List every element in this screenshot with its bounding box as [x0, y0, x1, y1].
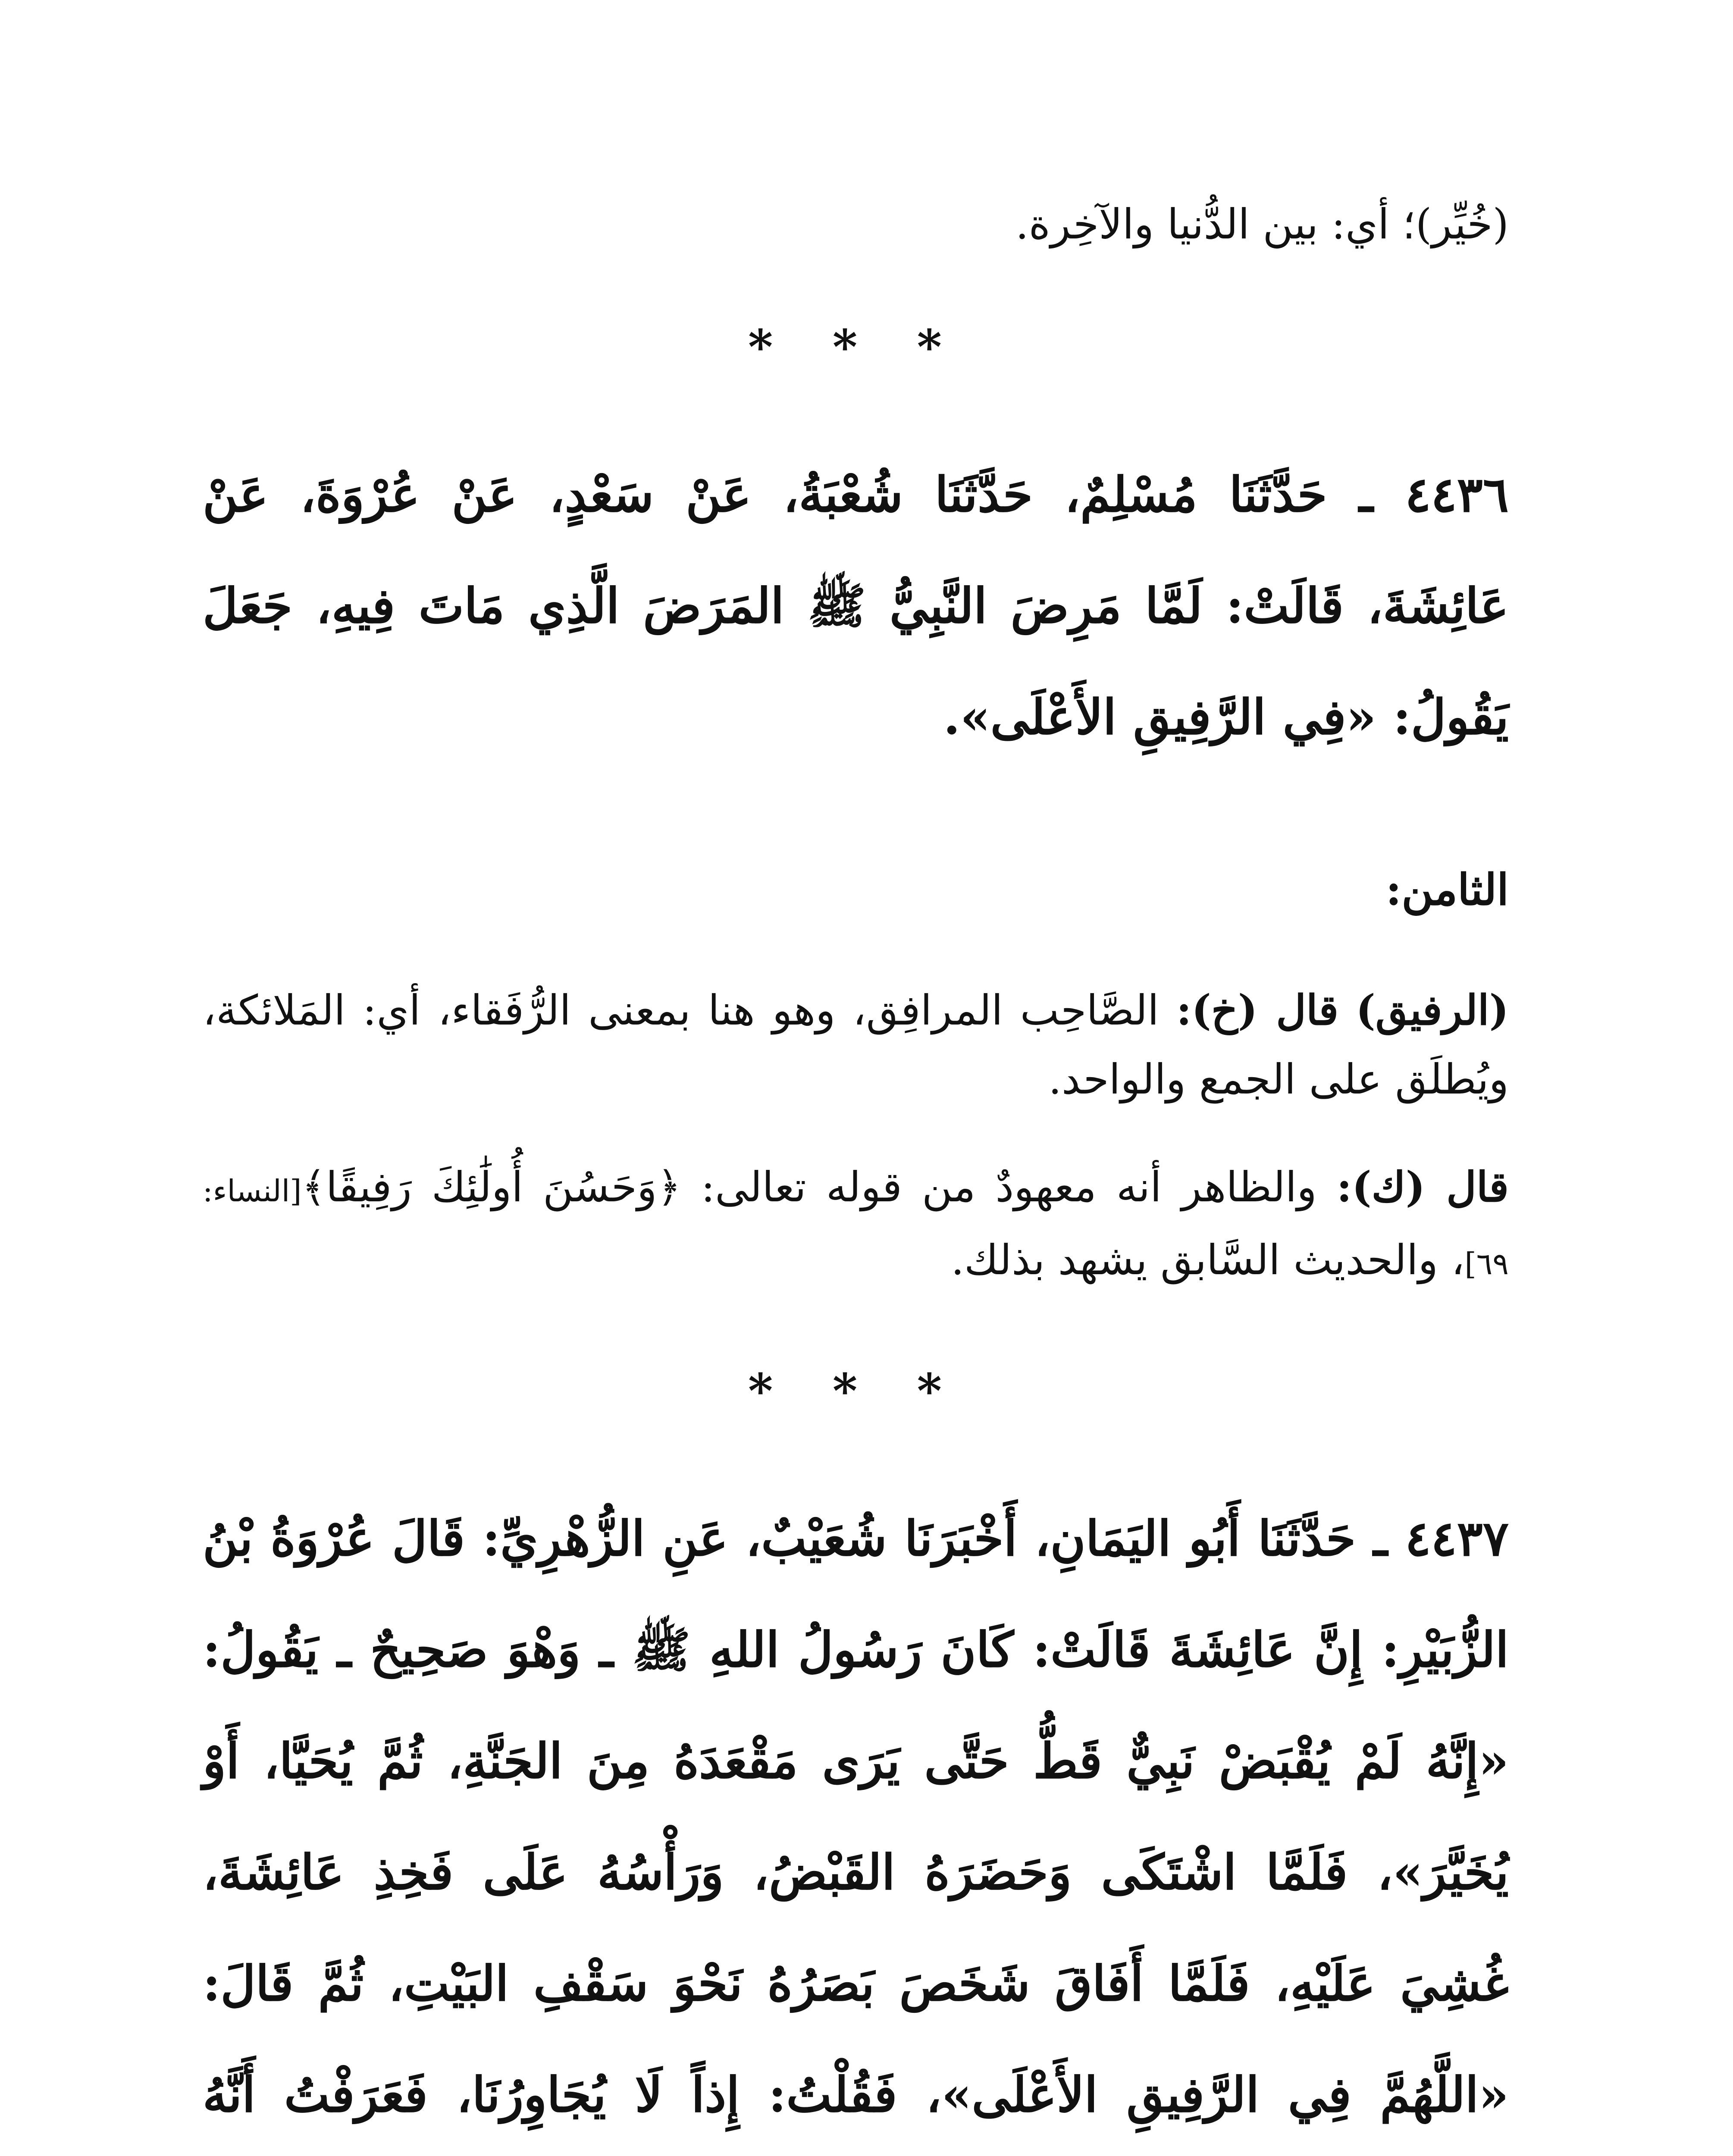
hadith-4437: ٤٤٣٧ ـ حَدَّثَنَا أَبُو اليَمَانِ، أَخْبَرَنَا شُعَيْبٌ، عَنِ الزُّهْرِيِّ: قَالَ عُرْوَةُ بْنُ الزُّبَيْرِ: إِنَّ عَائِشَةَ قَالَتْ: كَانَ رَسُولُ اللهِ ﷺ ـ وَهْوَ صَحِيحٌ ـ يَقُولُ: «إِنَّهُ لَمْ يُقْبَضْ نَبِيٌّ قَطُّ حَتَّى يَرَى مَقْعَدَهُ مِنَ الجَنَّةِ، ثُمَّ يُحَيَّا، أَوْ يُخَيَّرَ»، فَلَمَّا اشْتَكَى وَحَضَرَهُ القَبْضُ، وَرَأْسُهُ عَلَى فَخِذِ عَائِشَةَ، غُشِيَ عَلَيْهِ، فَلَمَّا أَفَاقَ شَخَصَ بَصَرُهُ نَحْوَ سَقْفِ البَيْتِ، ثُمَّ قَالَ: «اللَّهُمَّ فِي الرَّفِيقِ الأَعْلَى»، فَقُلْتُ: إِذاً لَا يُجَاوِرُنَا، فَعَرَفْتُ أَنَّهُ [203, 1510, 1509, 2123]
commentary-author: قال (خ): [1176, 986, 1339, 1034]
section-separator: * * * [748, 1363, 964, 1419]
commentary-text: ، والحديث السَّابق يشهد بذلك. [951, 1236, 1465, 1284]
commentary-paragraph [203, 976, 1509, 1114]
commentary-text: الصَّاحِب المرافِق، وهو هنا بمعنى الرُّفَقاء، أي: المَلائكة، ويُطلَق على الجمع والواحد. [203, 986, 1509, 1103]
commentary-text: والظاهر أنه معهودٌ من قوله تعالى: [701, 1163, 1317, 1211]
quran-verse: ﴿وَحَسُنَ أُولَٰئِكَ رَفِيقًا﴾ [301, 1163, 681, 1211]
commentary-term: (الرفيق) [1356, 986, 1509, 1034]
commentary-author: قال (ك): [1336, 1163, 1509, 1211]
commentary-paragraph-quran [203, 1153, 1509, 1298]
hadith-4436: ٤٤٣٦ ـ حَدَّثَنَا مُسْلِمٌ، حَدَّثَنَا شُعْبَةُ، عَنْ سَعْدٍ، عَنْ عُرْوَةَ، عَنْ عَائِشَةَ، قَالَتْ: لَمَّا مَرِضَ النَّبِيُّ ﷺ المَرَضَ الَّذِي مَاتَ فِيهِ، جَعَلَ يَقُولُ: «فِي الرَّفِيقِ الأَعْلَى». [203, 467, 1509, 746]
verse-reference: [النساء: ٦٩] [203, 1173, 1509, 1282]
commentary-heading: الثامن: [1385, 864, 1509, 915]
section-separator: * * * [748, 319, 964, 375]
intro-commentary-line: (خُيِّر)؛ أي: بين الدُّنيا والآخِرة. [1015, 200, 1509, 248]
